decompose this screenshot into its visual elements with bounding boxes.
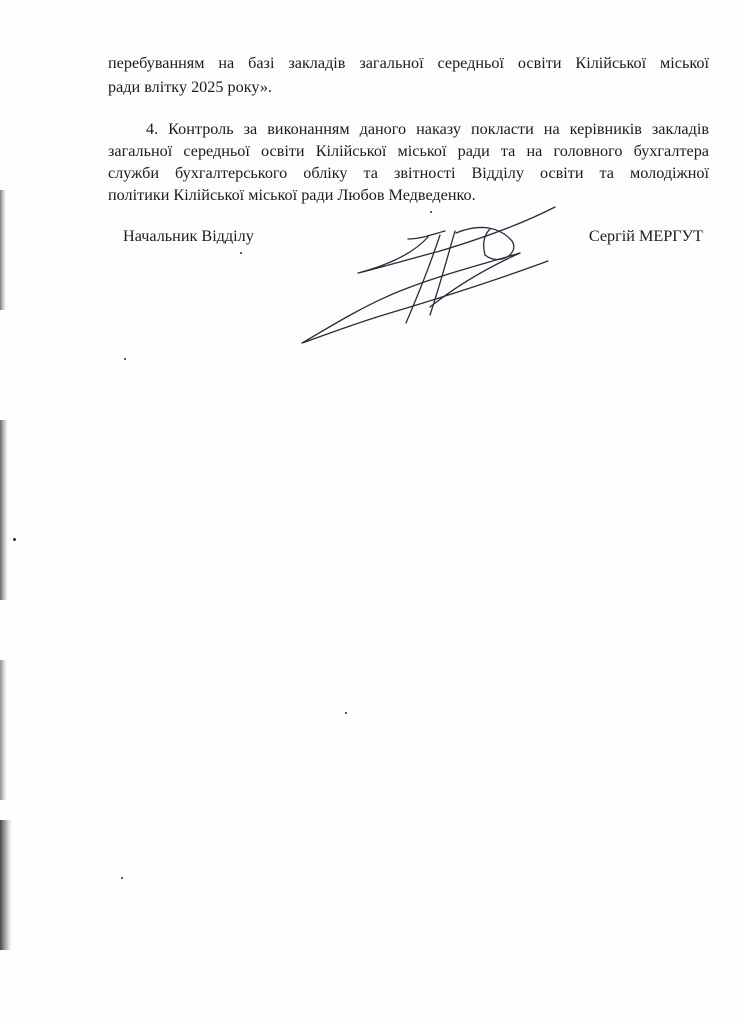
- scan-speck: [240, 252, 242, 254]
- scan-speck: [121, 877, 123, 879]
- signatory-title: Начальник Відділу: [123, 227, 254, 245]
- handwritten-signature: [280, 195, 580, 355]
- scan-speck: [124, 358, 126, 360]
- scan-speck: [13, 538, 16, 541]
- scan-speck: [345, 712, 347, 714]
- paragraph-4-line-1: 4. Контроль за виконанням даного наказу покласти на керівників закладів: [146, 120, 709, 138]
- paragraph-4-line-3: служби бухгалтерського обліку та звітності Відділу освіти та молодіжної: [108, 164, 709, 182]
- signatory-name: Сергій МЕРГУТ: [588, 227, 703, 245]
- continuation-line-1: перебуванням на базі закладів загальної середньої освіти Кілійської міської: [108, 54, 709, 72]
- paragraph-4-line-2: загальної середньої освіти Кілійської міської ради та на головного бухгалтера: [108, 142, 709, 160]
- continuation-line-2: ради влітку 2025 року».: [108, 78, 272, 96]
- scan-speck: [430, 211, 432, 213]
- scan-edge-shadow: [0, 190, 14, 950]
- paragraph-4-line-4: політики Кілійської міської ради Любов Медведенко.: [108, 186, 476, 204]
